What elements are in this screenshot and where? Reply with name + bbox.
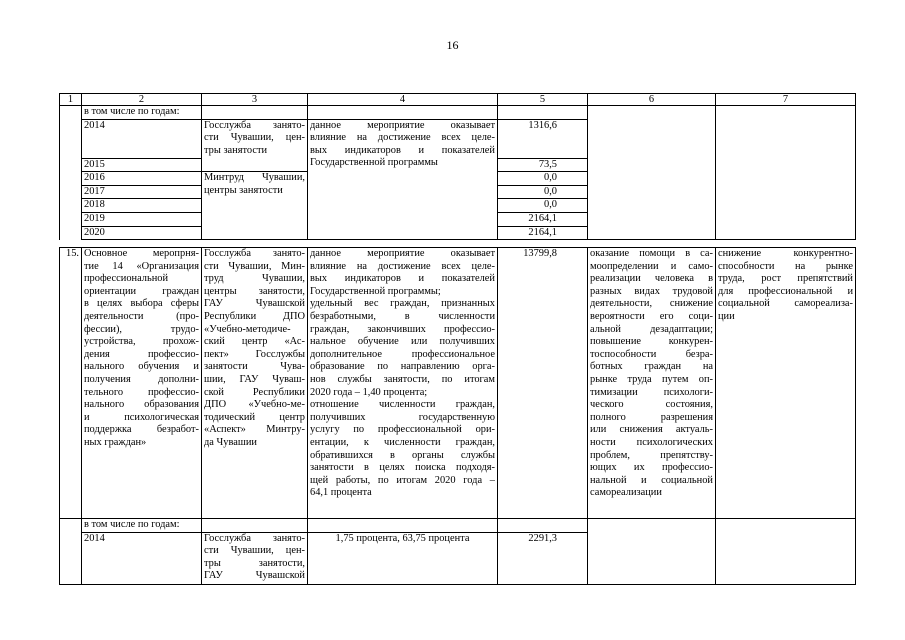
result-line: моопределении и само- [590, 260, 713, 272]
indicator-cell [308, 248, 498, 519]
indicator-line: обратившихся в органы службы [310, 449, 495, 461]
value-cell: 0,0 [498, 199, 588, 213]
executor-line: Минтруд Чувашии, [204, 172, 305, 184]
indicator-line: влияние на достижение всех целе- [310, 260, 495, 272]
results-cell [588, 519, 716, 585]
indicator-line: ентации, к численности граждан, [310, 436, 495, 448]
result-line: полного разрешения [590, 411, 713, 423]
indicator-line: вых индикаторов и показателей [310, 273, 495, 285]
executor-cell [202, 119, 308, 172]
result-line: оказание помощи в са- [590, 248, 713, 259]
executor-line: «Аспект» Минтру- [204, 424, 305, 436]
header-cell: 5 [498, 94, 588, 106]
consequences-cell [716, 519, 856, 585]
indicator-line: нов службы занятости, по итогам [310, 373, 495, 385]
program-table [59, 93, 856, 240]
table-body [60, 248, 856, 585]
result-line: деятельности, снижение [590, 298, 713, 310]
executor-line: Госслужба занято- [204, 532, 305, 544]
executor-cell [202, 248, 308, 519]
value-cell: 2164,1 [498, 226, 588, 240]
executor-line: ской Республики [204, 386, 305, 398]
result-line: самореализации [590, 487, 662, 499]
empty-cell [202, 106, 308, 120]
indicator-line: получивших государственную [310, 411, 495, 423]
indicator-line: нальное обучение или получивших [310, 336, 495, 348]
empty-cell [308, 106, 498, 120]
result-line: ющих их профессио- [590, 462, 713, 474]
result-line: нальной и социальной [590, 474, 713, 486]
indicator-cell: 1,75 процента, 63,75 процента [308, 532, 498, 584]
header-cell: 2 [82, 94, 202, 106]
executor-cell [202, 532, 308, 584]
name-line: получения дополни- [84, 373, 199, 385]
indicator-line: Государственной программы [310, 157, 438, 169]
result-line: ческого состояния, [590, 399, 713, 411]
table-body [60, 94, 856, 240]
name-line: нального обучения и [84, 361, 199, 373]
value-cell: 73,5 [498, 158, 588, 172]
indicator-line: 2020 года – 1,40 процента; [310, 386, 428, 398]
executor-line: сти Чувашии, цен- [204, 545, 305, 557]
results-cell [588, 106, 716, 240]
executor-line: «Учебно-методиче- [204, 323, 291, 335]
consequence-line: для профессиональной и [718, 285, 853, 297]
row-number-cell: 15. [60, 248, 82, 519]
value-cell: 0,0 [498, 172, 588, 186]
result-line: тимизации психологи- [590, 386, 713, 398]
header-cell: 1 [60, 94, 82, 106]
year-cell: 2014 [82, 532, 202, 584]
value-cell: 1316,6 [498, 119, 588, 158]
row-number-cell [60, 106, 82, 240]
header-cell: 3 [202, 94, 308, 106]
empty-cell [308, 519, 498, 533]
indicator-line: вых индикаторов и показателей [310, 144, 495, 156]
header-cell: 4 [308, 94, 498, 106]
executor-line: сти Чувашии, цен- [204, 132, 305, 144]
value-cell: 2164,1 [498, 212, 588, 226]
executor-line: центры занятости [204, 184, 283, 196]
empty-cell [202, 519, 308, 533]
indicator-line: безработными, в численности [310, 310, 495, 322]
name-line: деятельности (про- [84, 310, 199, 322]
name-line: и психологическая [84, 411, 199, 423]
event-name-cell [82, 248, 202, 519]
indicator-line: 64,1 процента [310, 487, 372, 499]
name-line: Основное меропрня- [84, 248, 199, 259]
consequences-cell [716, 248, 856, 519]
indicator-line: данное мероприятие оказывает [310, 248, 495, 259]
name-line: устройства, прохож- [84, 336, 199, 348]
name-line: в целях выбора сферы [84, 298, 199, 310]
executor-line: ский центр «Ас- [204, 336, 305, 348]
executor-line: Республики ДПО [204, 310, 305, 322]
executor-line: сти Чувашии, Мин- [204, 260, 305, 272]
result-line: реализации человека в [590, 273, 713, 285]
executor-cell [202, 172, 308, 240]
indicator-line: удельный вес граждан, признанных [310, 298, 495, 310]
executor-line: ГАУ Чувашской [204, 570, 305, 582]
name-line: ориентации граждан [84, 285, 199, 297]
year-cell: 2016 [82, 172, 202, 186]
empty-cell [498, 519, 588, 533]
name-line: ных граждан» [84, 436, 147, 448]
value-cell: 13799,8 [498, 248, 588, 519]
in-years-label: в том числе по годам: [82, 519, 202, 533]
consequence-line: снижение конкурентно- [718, 248, 853, 259]
executor-line: Госслужба занято- [204, 119, 305, 131]
indicator-line: щей работы, по итогам 2020 года – [310, 474, 495, 486]
indicator-line: данное мероприятие оказывает [310, 119, 495, 131]
result-line: вероятности его соци- [590, 310, 713, 322]
executor-line: труд Чувашии, [204, 273, 305, 285]
result-line: альной дезадаптации; [590, 323, 713, 335]
executor-line: тодический центр [204, 411, 305, 423]
consequence-line: социальной самореализа- [718, 298, 853, 310]
year-cell: 2017 [82, 185, 202, 199]
name-line: нального образования [84, 399, 199, 411]
program-table-continued [59, 247, 856, 585]
name-line: фессии), трудо- [84, 323, 199, 335]
header-cell: 7 [716, 94, 856, 106]
result-line: рынке труда путем оп- [590, 373, 713, 385]
table-row [60, 106, 856, 120]
year-cell: 2015 [82, 158, 202, 172]
year-cell: 2019 [82, 212, 202, 226]
indicator-line: занятости в целях поиска подходя- [310, 462, 495, 474]
executor-line: ГАУ Чувашской [204, 298, 305, 310]
executor-line: Госслужба занято- [204, 248, 305, 259]
result-line: ботных граждан на [590, 361, 713, 373]
page-number: 16 [446, 38, 459, 52]
header-cell: 6 [588, 94, 716, 106]
empty-cell [498, 106, 588, 120]
year-cell: 2014 [82, 119, 202, 158]
executor-line: да Чувашии [204, 436, 257, 448]
result-line: проблем, препятству- [590, 449, 713, 461]
value-cell: 2291,3 [498, 532, 588, 584]
header-row [60, 94, 856, 106]
consequence-line: способности на рынке [718, 260, 853, 272]
name-line: поддержка безработ- [84, 424, 199, 436]
executor-line: тры занятости, [204, 557, 305, 569]
indicator-line: граждан, закончивших профессио- [310, 323, 495, 335]
result-line: разных видах трудовой [590, 285, 713, 297]
executor-line: тры занятости [204, 144, 268, 156]
result-line: ности психологических [590, 436, 713, 448]
result-line: тоспособности безра- [590, 348, 713, 360]
indicator-line: влияние на достижение всех целе- [310, 132, 495, 144]
name-line: тельного профессио- [84, 386, 199, 398]
indicator-line: отношение численности граждан, [310, 399, 495, 411]
name-line: дения профессио- [84, 348, 199, 360]
indicator-cell [308, 119, 498, 240]
result-line: повышение конкурен- [590, 336, 713, 348]
consequence-line: ции [718, 310, 735, 322]
in-years-label: в том числе по годам: [82, 106, 202, 120]
table-row-15 [60, 248, 856, 519]
indicator-line: образование по направлению орга- [310, 361, 495, 373]
result-line: или снижения актуаль- [590, 424, 713, 436]
row-number-cell [60, 519, 82, 585]
indicator-line: дополнительное профессиональное [310, 348, 495, 360]
consequences-cell [716, 106, 856, 240]
indicator-line: Государственной программы; [310, 285, 441, 297]
executor-line: занятости Чува- [204, 361, 305, 373]
name-line: профессиональной [84, 273, 169, 285]
name-line: тие 14 «Организация [84, 260, 199, 272]
year-cell: 2020 [82, 226, 202, 240]
year-cell: 2018 [82, 199, 202, 213]
indicator-line: услугу по профессиональной ори- [310, 424, 495, 436]
table-row [60, 519, 856, 533]
executor-line: пект» Госслужбы [204, 348, 305, 360]
executor-line: центры занятости, [204, 285, 305, 297]
value-cell: 0,0 [498, 185, 588, 199]
consequence-line: труда, рост препятствий [718, 273, 853, 285]
executor-line: шии, ГАУ Чуваш- [204, 373, 305, 385]
executor-line: ДПО «Учебно-ме- [204, 399, 305, 411]
results-cell [588, 248, 716, 519]
